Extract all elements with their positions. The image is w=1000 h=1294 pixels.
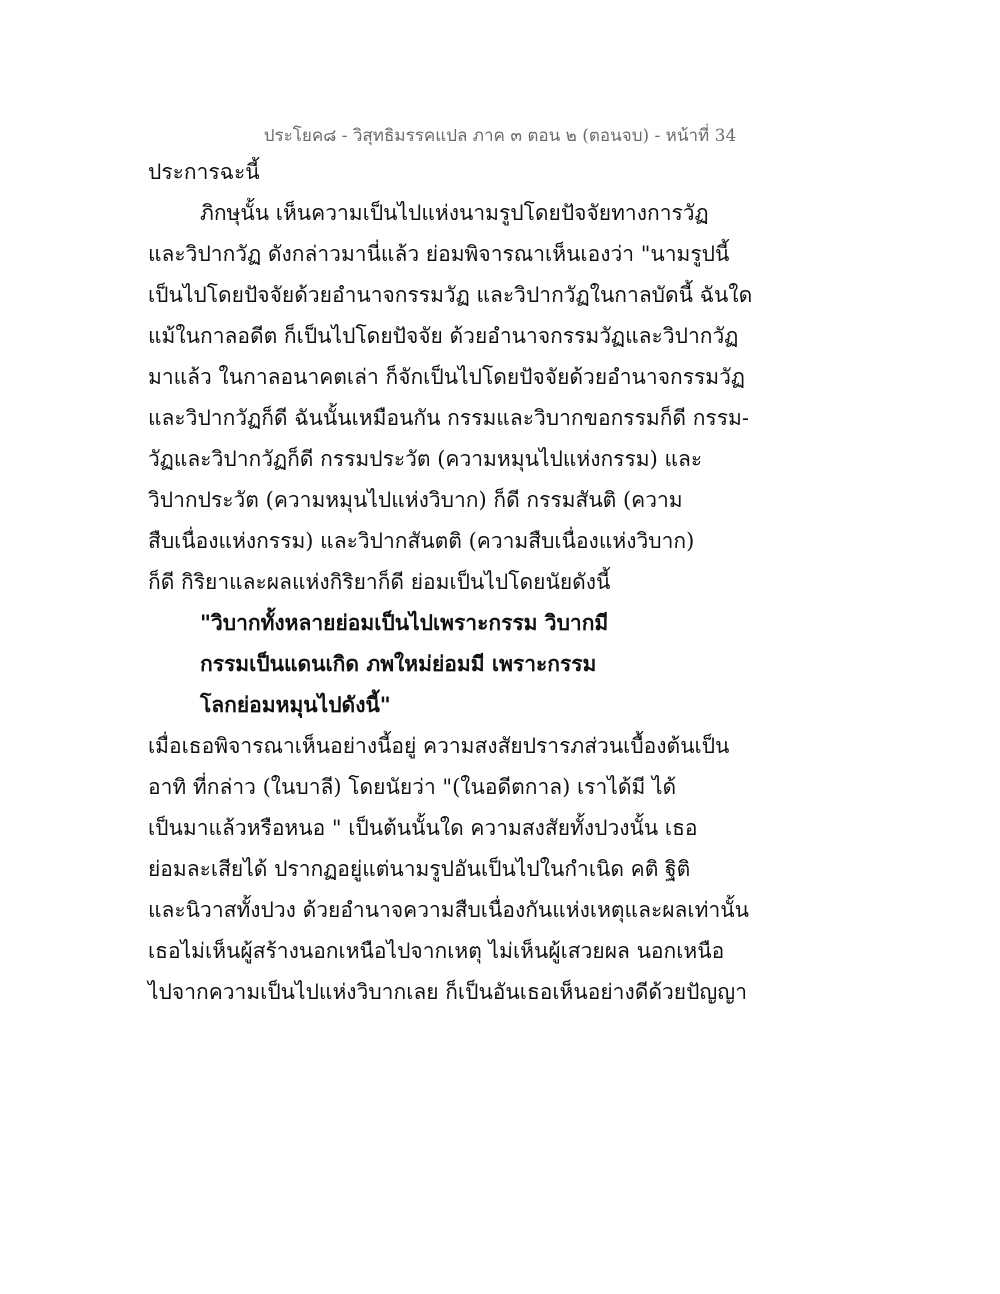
text-line: และนิวาสทั้งปวง ด้วยอำนาจความสืบเนื่องกันแห่งเหตุและผลเท่านั้น — [148, 898, 749, 922]
verse-line: โลกย่อมหมุนไปดังนี้" — [200, 692, 391, 717]
text-line: เป็นไปโดยปัจจัยด้วยอำนาจกรรมวัฏ และวิปากวัฏในกาลบัดนี้ ฉันใด — [148, 283, 753, 307]
text-line: ย่อมละเสียได้ ปรากฏอยู่แต่นามรูปอันเป็นไปในกำเนิด คติ ฐิติ — [148, 857, 691, 881]
verse-line: กรรมเป็นแดนเกิด ภพใหม่ย่อมมี เพราะกรรม — [200, 651, 597, 676]
text-line: ประการฉะนี้ — [148, 160, 260, 184]
text-line: แม้ในกาลอดีต ก็เป็นไปโดยปัจจัย ด้วยอำนาจกรรมวัฏและวิปากวัฏ — [148, 324, 739, 348]
text-line: เธอไม่เห็นผู้สร้างนอกเหนือไปจากเหตุ ไม่เห็นผู้เสวยผล นอกเหนือ — [148, 939, 725, 963]
text-line: ก็ดี กิริยาและผลแห่งกิริยาก็ดี ย่อมเป็นไปโดยนัยดังนี้ — [148, 570, 611, 594]
text-line: วัฏและวิปากวัฏก็ดี กรรมประวัต (ความหมุนไปแห่งกรรม) และ — [148, 447, 703, 471]
text-line: วิปากประวัต (ความหมุนไปแห่งวิบาก) ก็ดี กรรมสันติ (ความ — [148, 488, 683, 512]
text-line: และวิปากวัฏก็ดี ฉันนั้นเหมือนกัน กรรมและวิบากขอกรรมก็ดี กรรม- — [148, 406, 749, 430]
text-line: สืบเนื่องแห่งกรรม) และวิปากสันตติ (ความสืบเนื่องแห่งวิบาก) — [148, 529, 695, 553]
text-line: และวิปากวัฏ ดังกล่าวมานี่แล้ว ย่อมพิจารณาเห็นเองว่า "นามรูปนี้ — [148, 242, 730, 266]
text-line: เป็นมาแล้วหรือหนอ " เป็นต้นนั้นใด ความสงสัยทั้งปวงนั้น เธอ — [148, 816, 698, 840]
text-line: ภิกษุนั้น เห็นความเป็นไปแห่งนามรูปโดยปัจจัยทางการวัฏ — [200, 201, 709, 225]
text-line: อาทิ ที่กล่าว (ในบาลี) โดยนัยว่า "(ในอดีตกาล) เราได้มี ได้ — [148, 775, 677, 799]
text-line: เมื่อเธอพิจารณาเห็นอย่างนี้อยู่ ความสงสัยปรารภส่วนเบื้องต้นเป็น — [148, 734, 730, 758]
text-line: มาแล้ว ในกาลอนาคตเล่า ก็จักเป็นไปโดยปัจจัยด้วยอำนาจกรรมวัฏ — [148, 365, 746, 389]
text-line: ไปจากความเป็นไปแห่งวิบากเลย ก็เป็นอันเธอเห็นอย่างดีด้วยปัญญา — [148, 980, 747, 1004]
verse-line: "วิบากทั้งหลายย่อมเป็นไปเพราะกรรม วิบากมี — [200, 610, 609, 635]
running-header: ประโยค๘ - วิสุทธิมรรคแปล ภาค ๓ ตอน ๒ (ตอนจบ) - หน้าที่ 34 — [263, 126, 737, 146]
